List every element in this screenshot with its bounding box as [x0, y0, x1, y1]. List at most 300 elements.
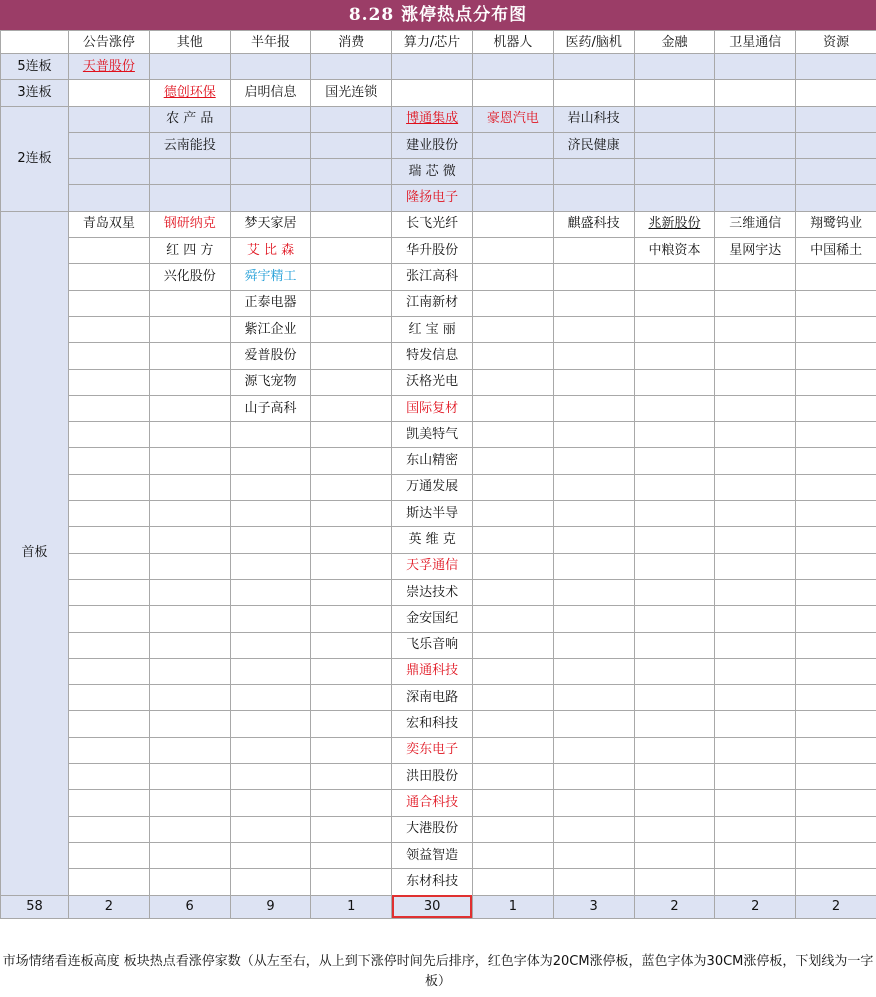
- stock-cell: [311, 264, 392, 290]
- stock-cell: 华升股份: [392, 238, 473, 264]
- stock-cell: [472, 685, 553, 711]
- stock-cell: [553, 395, 634, 421]
- stock-cell: [149, 711, 230, 737]
- stock-cell: [392, 54, 473, 80]
- row-2-board: [1, 185, 876, 211]
- stock-cell: 翔鹭钨业: [796, 211, 876, 237]
- column-count: 2: [634, 895, 715, 918]
- stock-cell: [715, 553, 796, 579]
- stock-cell: [634, 869, 715, 895]
- stock-cell: 隆扬电子: [392, 185, 473, 211]
- row-group-label: 2连板: [1, 106, 69, 211]
- stock-cell: [715, 264, 796, 290]
- stock-cell: 沃格光电: [392, 369, 473, 395]
- stock-cell: [715, 369, 796, 395]
- stock-cell: [472, 395, 553, 421]
- stock-cell: [715, 579, 796, 605]
- column-header: 其他: [149, 31, 230, 54]
- stock-cell: [149, 290, 230, 316]
- stock-cell: [715, 185, 796, 211]
- stock-cell: 正泰电器: [230, 290, 311, 316]
- stock-cell: [69, 737, 150, 763]
- row-first-board: [1, 501, 876, 527]
- stock-cell: [553, 764, 634, 790]
- stock-cell: 艾 比 森: [230, 238, 311, 264]
- column-count: 6: [149, 895, 230, 918]
- stock-cell: [472, 527, 553, 553]
- stock-cell: [69, 290, 150, 316]
- stock-cell: [796, 290, 876, 316]
- column-count: 30: [392, 895, 473, 918]
- stock-cell: [230, 422, 311, 448]
- stock-cell: 通合科技: [392, 790, 473, 816]
- stock-cell: [149, 685, 230, 711]
- row-5-board: [1, 54, 876, 80]
- row-first-board: [1, 711, 876, 737]
- row-first-board: [1, 869, 876, 895]
- column-header: 医药/脑机: [553, 31, 634, 54]
- stock-cell: [553, 316, 634, 342]
- column-header: 半年报: [230, 31, 311, 54]
- stock-cell: [796, 185, 876, 211]
- stock-cell: [149, 553, 230, 579]
- stock-cell: [69, 369, 150, 395]
- stock-cell: [69, 106, 150, 132]
- stock-cell: [472, 737, 553, 763]
- stock-cell: [472, 606, 553, 632]
- stock-cell: [311, 132, 392, 158]
- stock-cell: [796, 80, 876, 106]
- row-2-board: [1, 159, 876, 185]
- stock-cell: 天孚通信: [392, 553, 473, 579]
- stock-cell: [634, 553, 715, 579]
- stock-cell: [472, 842, 553, 868]
- stock-cell: 东山精密: [392, 448, 473, 474]
- legend-note: 市场情绪看连板高度 板块热点看涨停家数（从左至右，从上到下涨停时间先后排序，红色字体为20CM涨停板，蓝色字体为30CM涨停板，下划线为一字板）: [2, 954, 874, 989]
- stock-cell: [311, 658, 392, 684]
- stock-cell: [69, 501, 150, 527]
- stock-cell: 大港股份: [392, 816, 473, 842]
- stock-cell: [149, 159, 230, 185]
- stock-cell: [715, 527, 796, 553]
- stock-cell: [149, 842, 230, 868]
- row-first-board: [1, 790, 876, 816]
- row-3-board: [1, 80, 876, 106]
- stock-cell: [553, 238, 634, 264]
- stock-cell: [472, 290, 553, 316]
- stock-cell: [472, 264, 553, 290]
- stock-cell: [796, 369, 876, 395]
- stock-cell: [149, 185, 230, 211]
- stock-cell: [230, 106, 311, 132]
- row-first-board: [1, 474, 876, 500]
- stock-cell: [472, 343, 553, 369]
- stock-cell: [230, 579, 311, 605]
- row-first-board: [1, 422, 876, 448]
- stock-cell: [472, 501, 553, 527]
- column-count: 1: [472, 895, 553, 918]
- stock-cell: [796, 553, 876, 579]
- stock-cell: [230, 474, 311, 500]
- stock-cell: [472, 159, 553, 185]
- stock-cell: [715, 632, 796, 658]
- stock-cell: [69, 764, 150, 790]
- stock-cell: 云南能投: [149, 132, 230, 158]
- stock-cell: [311, 422, 392, 448]
- row-2-board: [1, 106, 876, 132]
- stock-cell: [230, 685, 311, 711]
- stock-cell: [472, 764, 553, 790]
- row-group-label: 首板: [1, 211, 69, 895]
- stock-cell: [472, 211, 553, 237]
- limit-up-table: [0, 30, 876, 919]
- stock-cell: [796, 737, 876, 763]
- stock-cell: 青岛双星: [69, 211, 150, 237]
- stock-cell: [149, 527, 230, 553]
- stock-cell: [472, 238, 553, 264]
- stock-cell: [715, 764, 796, 790]
- stock-cell: [796, 711, 876, 737]
- stock-cell: [715, 422, 796, 448]
- stock-cell: [311, 238, 392, 264]
- row-first-board: [1, 658, 876, 684]
- stock-cell: [230, 553, 311, 579]
- stock-cell: [634, 80, 715, 106]
- stock-cell: 金安国纪: [392, 606, 473, 632]
- stock-cell: [634, 790, 715, 816]
- stock-cell: [69, 448, 150, 474]
- stock-cell: [553, 80, 634, 106]
- stock-cell: [311, 869, 392, 895]
- row-first-board: [1, 395, 876, 421]
- stock-cell: [553, 579, 634, 605]
- row-first-board: [1, 632, 876, 658]
- stock-cell: [553, 54, 634, 80]
- stock-cell: [472, 54, 553, 80]
- stock-cell: [634, 290, 715, 316]
- stock-cell: [311, 527, 392, 553]
- stock-cell: [149, 369, 230, 395]
- stock-cell: [553, 553, 634, 579]
- stock-cell: 兴化股份: [149, 264, 230, 290]
- stock-cell: [796, 54, 876, 80]
- stock-cell: [69, 238, 150, 264]
- stock-cell: [715, 606, 796, 632]
- stock-cell: [230, 527, 311, 553]
- row-first-board: [1, 290, 876, 316]
- stock-cell: [472, 632, 553, 658]
- stock-cell: [796, 501, 876, 527]
- stock-cell: [230, 869, 311, 895]
- stock-cell: [472, 422, 553, 448]
- stock-cell: [796, 264, 876, 290]
- stock-cell: [472, 369, 553, 395]
- stock-cell: [230, 790, 311, 816]
- column-count: 3: [553, 895, 634, 918]
- stock-cell: 万通发展: [392, 474, 473, 500]
- stock-cell: 宏和科技: [392, 711, 473, 737]
- stock-cell: [634, 185, 715, 211]
- stock-cell: [311, 343, 392, 369]
- stock-cell: [553, 632, 634, 658]
- stock-cell: [69, 711, 150, 737]
- stock-cell: [796, 606, 876, 632]
- stock-cell: [796, 632, 876, 658]
- stock-cell: [311, 579, 392, 605]
- column-header: 机器人: [472, 31, 553, 54]
- stock-cell: [392, 80, 473, 106]
- stock-cell: 江南新材: [392, 290, 473, 316]
- row-first-board: [1, 211, 876, 237]
- stock-cell: [634, 685, 715, 711]
- stock-cell: [634, 632, 715, 658]
- stock-cell: [149, 579, 230, 605]
- stock-cell: [715, 343, 796, 369]
- stock-cell: 张江高科: [392, 264, 473, 290]
- row-first-board: [1, 685, 876, 711]
- stock-cell: [149, 764, 230, 790]
- totals-row: [1, 895, 876, 918]
- stock-cell: [69, 816, 150, 842]
- stock-cell: 钢研纳克: [149, 211, 230, 237]
- stock-cell: [311, 764, 392, 790]
- header-row: [1, 31, 876, 54]
- row-2-board: [1, 132, 876, 158]
- row-first-board: [1, 264, 876, 290]
- stock-cell: [553, 474, 634, 500]
- stock-cell: 中国稀土: [796, 238, 876, 264]
- stock-cell: [472, 790, 553, 816]
- stock-cell: [69, 395, 150, 421]
- stock-cell: 豪恩汽电: [472, 106, 553, 132]
- row-first-board: [1, 737, 876, 763]
- stock-cell: [149, 606, 230, 632]
- stock-cell: [149, 501, 230, 527]
- stock-cell: [230, 816, 311, 842]
- row-group-label: 3连板: [1, 80, 69, 106]
- stock-cell: [69, 632, 150, 658]
- stock-cell: [472, 869, 553, 895]
- row-group-label: 5连板: [1, 54, 69, 80]
- stock-cell: [149, 448, 230, 474]
- stock-cell: [311, 474, 392, 500]
- stock-cell: [715, 159, 796, 185]
- stock-cell: [230, 737, 311, 763]
- stock-cell: [472, 448, 553, 474]
- stock-cell: 爱普股份: [230, 343, 311, 369]
- stock-cell: [230, 132, 311, 158]
- stock-cell: 奕东电子: [392, 737, 473, 763]
- row-first-board: [1, 343, 876, 369]
- stock-cell: [634, 579, 715, 605]
- stock-cell: [634, 658, 715, 684]
- stock-cell: [69, 579, 150, 605]
- stock-cell: 紫江企业: [230, 316, 311, 342]
- stock-cell: [472, 553, 553, 579]
- stock-cell: [311, 606, 392, 632]
- column-count: 2: [69, 895, 150, 918]
- stock-cell: [796, 842, 876, 868]
- stock-cell: 深南电路: [392, 685, 473, 711]
- stock-cell: [553, 658, 634, 684]
- total-count: 58: [1, 895, 69, 918]
- stock-cell: [149, 474, 230, 500]
- stock-cell: [634, 737, 715, 763]
- stock-cell: [796, 658, 876, 684]
- stock-cell: [230, 501, 311, 527]
- stock-cell: [715, 501, 796, 527]
- stock-cell: [149, 343, 230, 369]
- stock-cell: [796, 869, 876, 895]
- stock-cell: [553, 343, 634, 369]
- stock-cell: 梦天家居: [230, 211, 311, 237]
- column-header: 卫星通信: [715, 31, 796, 54]
- column-header: 消费: [311, 31, 392, 54]
- stock-cell: 三维通信: [715, 211, 796, 237]
- stock-cell: [311, 501, 392, 527]
- stock-cell: [553, 501, 634, 527]
- stock-cell: [553, 159, 634, 185]
- stock-cell: 星网宇达: [715, 238, 796, 264]
- stock-cell: [230, 606, 311, 632]
- stock-cell: 博通集成: [392, 106, 473, 132]
- stock-cell: [149, 658, 230, 684]
- stock-cell: [230, 764, 311, 790]
- stock-cell: [634, 448, 715, 474]
- stock-cell: [230, 448, 311, 474]
- stock-cell: 德创环保: [149, 80, 230, 106]
- stock-cell: [715, 395, 796, 421]
- stock-cell: 东材科技: [392, 869, 473, 895]
- stock-cell: [715, 816, 796, 842]
- stock-cell: 天普股份: [69, 54, 150, 80]
- stock-cell: [553, 685, 634, 711]
- row-first-board: [1, 316, 876, 342]
- column-count: 1: [311, 895, 392, 918]
- stock-cell: [553, 606, 634, 632]
- stock-cell: 红 四 方: [149, 238, 230, 264]
- column-count: 9: [230, 895, 311, 918]
- stock-cell: [69, 658, 150, 684]
- stock-cell: [149, 869, 230, 895]
- stock-cell: [634, 395, 715, 421]
- stock-cell: [796, 685, 876, 711]
- stock-cell: [69, 869, 150, 895]
- column-header: 金融: [634, 31, 715, 54]
- stock-cell: [311, 316, 392, 342]
- row-first-board: [1, 238, 876, 264]
- stock-cell: [472, 579, 553, 605]
- stock-cell: 麒盛科技: [553, 211, 634, 237]
- stock-cell: [715, 711, 796, 737]
- stock-cell: [553, 527, 634, 553]
- stock-cell: [472, 658, 553, 684]
- stock-cell: 崇达技术: [392, 579, 473, 605]
- stock-cell: [69, 80, 150, 106]
- sheet-title: 8.28 涨停热点分布图: [0, 0, 876, 30]
- stock-cell: 斯达半导: [392, 501, 473, 527]
- stock-cell: [230, 842, 311, 868]
- column-count: 2: [796, 895, 876, 918]
- stock-cell: 领益智造: [392, 842, 473, 868]
- stock-cell: [715, 80, 796, 106]
- stock-cell: [715, 132, 796, 158]
- stock-cell: [472, 474, 553, 500]
- stock-cell: [311, 842, 392, 868]
- stock-cell: [634, 132, 715, 158]
- stock-cell: [634, 54, 715, 80]
- stock-cell: 英 维 克: [392, 527, 473, 553]
- stock-cell: [149, 395, 230, 421]
- stock-cell: 瑞 芯 微: [392, 159, 473, 185]
- stock-cell: [472, 711, 553, 737]
- stock-cell: [311, 553, 392, 579]
- stock-cell: [311, 185, 392, 211]
- stock-cell: [472, 185, 553, 211]
- stock-cell: [230, 658, 311, 684]
- stock-cell: [796, 132, 876, 158]
- stock-cell: [149, 316, 230, 342]
- row-first-board: [1, 579, 876, 605]
- stock-cell: [472, 316, 553, 342]
- stock-cell: [311, 106, 392, 132]
- stock-cell: [69, 343, 150, 369]
- stock-cell: [634, 816, 715, 842]
- stock-cell: [553, 422, 634, 448]
- stock-cell: 山子高科: [230, 395, 311, 421]
- stock-cell: [230, 185, 311, 211]
- stock-cell: [69, 527, 150, 553]
- stock-cell: [634, 527, 715, 553]
- stock-cell: [311, 290, 392, 316]
- stock-cell: 岩山科技: [553, 106, 634, 132]
- stock-cell: [634, 501, 715, 527]
- stock-cell: [796, 527, 876, 553]
- row-first-board: [1, 842, 876, 868]
- stock-cell: [230, 159, 311, 185]
- stock-cell: [634, 369, 715, 395]
- stock-cell: [311, 685, 392, 711]
- stock-cell: [230, 711, 311, 737]
- stock-cell: [634, 711, 715, 737]
- stock-cell: [311, 790, 392, 816]
- stock-cell: [149, 816, 230, 842]
- stock-cell: 济民健康: [553, 132, 634, 158]
- stock-cell: [149, 632, 230, 658]
- stock-cell: [311, 395, 392, 421]
- row-first-board: [1, 369, 876, 395]
- row-first-board: [1, 553, 876, 579]
- stock-cell: [149, 790, 230, 816]
- row-first-board: [1, 527, 876, 553]
- stock-cell: [634, 159, 715, 185]
- stock-cell: [553, 264, 634, 290]
- stock-cell: [715, 106, 796, 132]
- stock-cell: [472, 816, 553, 842]
- stock-cell: [230, 632, 311, 658]
- stock-cell: [553, 290, 634, 316]
- stock-cell: 农 产 品: [149, 106, 230, 132]
- stock-cell: 长飞光纤: [392, 211, 473, 237]
- stock-cell: [715, 658, 796, 684]
- stock-cell: 中粮资本: [634, 238, 715, 264]
- column-count: 2: [715, 895, 796, 918]
- row-first-board: [1, 448, 876, 474]
- stock-cell: [715, 54, 796, 80]
- stock-cell: [69, 316, 150, 342]
- stock-cell: [553, 737, 634, 763]
- stock-cell: [69, 264, 150, 290]
